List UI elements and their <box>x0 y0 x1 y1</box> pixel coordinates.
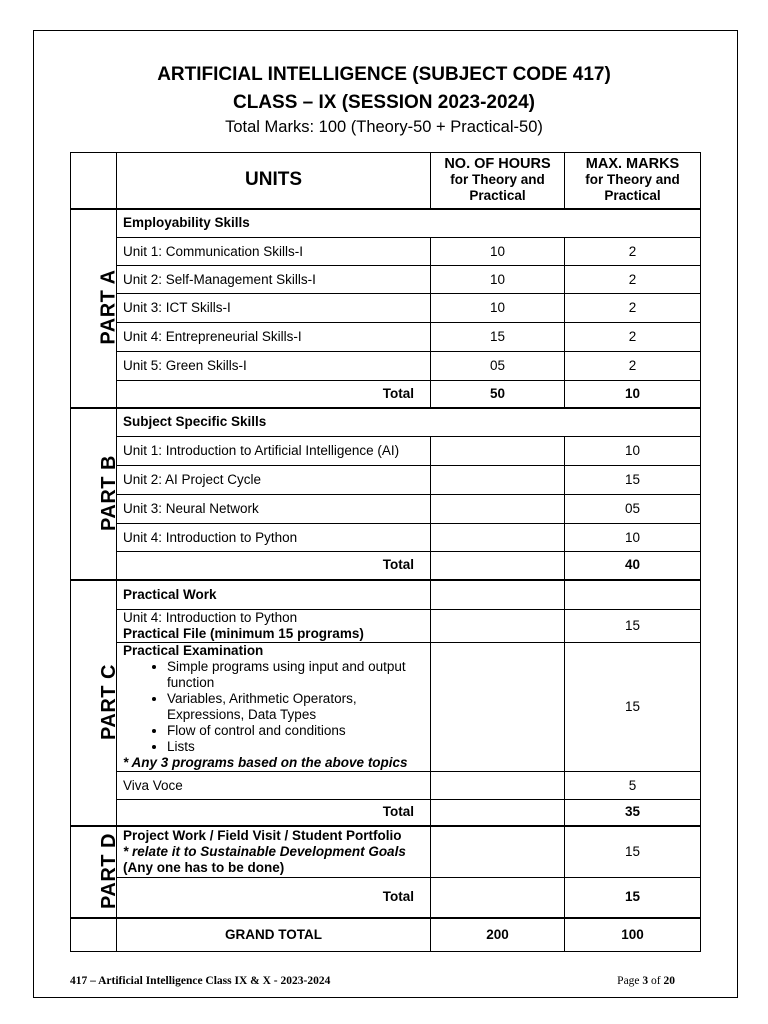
unit-marks: 2 <box>565 266 701 294</box>
table-row <box>71 408 701 437</box>
total-marks: 40 <box>565 552 701 580</box>
page-subtitle: CLASS – IX (SESSION 2023-2024) <box>232 92 535 113</box>
table-row <box>71 643 701 772</box>
header-hours-sub: for Theory and Practical <box>450 172 545 204</box>
unit-marks: 10 <box>565 524 701 552</box>
total-marks: 35 <box>565 800 701 826</box>
total-row <box>71 552 701 580</box>
unit-hours: 05 <box>431 352 565 381</box>
footer-doc-title: 417 – Artificial Intelligence Class IX & X - 2023-2024 <box>70 975 331 987</box>
header-marks-sub: for Theory and Practical <box>585 172 680 204</box>
table-row <box>71 323 701 352</box>
unit-name: Unit 4: Entrepreneurial Skills-I <box>117 323 431 352</box>
python-unit: Unit 4: Introduction to Python <box>123 610 298 625</box>
unit-marks: 2 <box>565 238 701 266</box>
exam-title: Practical Examination <box>123 643 264 658</box>
unit-marks: 5 <box>565 772 701 800</box>
header-units: UNITS <box>117 153 431 209</box>
header-hours-main: NO. OF HOURS <box>444 156 551 173</box>
unit-hours: 10 <box>431 238 565 266</box>
page-title: ARTIFICIAL INTELLIGENCE (SUBJECT CODE 417) <box>157 64 611 85</box>
part-c-label: PART C <box>97 663 120 740</box>
unit-hours <box>431 610 565 643</box>
total-label: Total <box>117 800 431 826</box>
syllabus-table <box>70 152 701 952</box>
total-label: Total <box>117 878 431 918</box>
unit-hours: 10 <box>431 294 565 323</box>
empty-cell <box>71 918 117 952</box>
exam-note: * Any 3 programs based on the above topics <box>123 755 408 770</box>
table-row <box>71 466 701 495</box>
list-item: • Lists <box>167 739 424 755</box>
unit-marks: 10 <box>565 437 701 466</box>
table-row <box>71 209 701 238</box>
total-marks: 15 <box>565 878 701 918</box>
unit-name: Unit 2: Self-Management Skills-I <box>117 266 431 294</box>
exam-topic-list <box>123 659 424 755</box>
total-row <box>71 381 701 408</box>
sdg-note: * relate it to Sustainable Development Goals <box>123 843 406 859</box>
part-a-label: PART A <box>97 269 120 345</box>
footer-page-number <box>617 975 675 987</box>
table-row <box>71 524 701 552</box>
unit-hours <box>431 495 565 524</box>
header-blank-cell <box>71 153 117 209</box>
unit-marks: 2 <box>565 352 701 381</box>
total-hours <box>431 800 565 826</box>
practical-file: Practical File (minimum 15 programs) <box>123 626 364 641</box>
grand-total-hours: 200 <box>431 918 565 952</box>
any-one-note: (Any one has to be done) <box>123 859 285 875</box>
unit-hours: 10 <box>431 266 565 294</box>
unit-hours <box>431 772 565 800</box>
part-d-label: PART D <box>97 832 120 909</box>
table-row <box>71 266 701 294</box>
table-row <box>71 580 701 610</box>
part-b-label: PART B <box>97 454 120 531</box>
total-marks: 10 <box>565 381 701 408</box>
unit-marks: 15 <box>565 466 701 495</box>
unit-name: Unit 2: AI Project Cycle <box>117 466 431 495</box>
unit-name <box>117 643 431 772</box>
header-hours <box>431 153 565 209</box>
header-marks-main: MAX. MARKS <box>585 156 680 173</box>
table-row <box>71 294 701 323</box>
grand-total-marks: 100 <box>565 918 701 952</box>
total-hours: 50 <box>431 381 565 408</box>
unit-marks: 15 <box>565 610 701 643</box>
list-item: • Variables, Arithmetic Operators, Expressions, Data Types <box>167 691 424 723</box>
table-row <box>71 610 701 643</box>
header-marks <box>565 153 701 209</box>
list-item: • Flow of control and conditions <box>167 723 424 739</box>
unit-marks: 05 <box>565 495 701 524</box>
unit-marks: 15 <box>565 643 701 772</box>
table-row <box>71 772 701 800</box>
list-item: • Simple programs using input and output function <box>167 659 424 691</box>
unit-name <box>117 610 431 643</box>
empty-cell <box>565 580 701 610</box>
unit-name: Unit 5: Green Skills-I <box>117 352 431 381</box>
total-label: Total <box>117 552 431 580</box>
section-title: Employability Skills <box>117 209 701 238</box>
unit-hours <box>431 437 565 466</box>
total-label: Total <box>117 381 431 408</box>
unit-name: Unit 3: ICT Skills-I <box>117 294 431 323</box>
table-row <box>71 495 701 524</box>
section-title: Practical Work <box>117 580 431 610</box>
unit-marks: 2 <box>565 323 701 352</box>
unit-name: Unit 1: Introduction to Artificial Intelligence (AI) <box>117 437 431 466</box>
part-a-label-cell <box>71 209 120 408</box>
page-total: 20 <box>663 975 675 987</box>
unit-hours <box>431 643 565 772</box>
unit-hours <box>431 826 565 878</box>
part-d-label-cell <box>71 826 120 918</box>
table-row <box>71 826 701 878</box>
project-work-line: Project Work / Field Visit / Student Portfolio <box>123 827 402 843</box>
unit-name: Unit 3: Neural Network <box>117 495 431 524</box>
table-row <box>71 352 701 381</box>
grand-total-row <box>71 918 701 952</box>
total-row <box>71 800 701 826</box>
part-c-label-cell <box>71 580 120 826</box>
part-b-label-cell <box>71 408 120 580</box>
page-current: 3 <box>642 975 649 987</box>
total-row <box>71 878 701 918</box>
total-marks-line: Total Marks: 100 (Theory-50 + Practical-50) <box>225 118 543 136</box>
unit-name: Viva Voce <box>117 772 431 800</box>
page-of: of <box>648 975 664 987</box>
total-hours <box>431 878 565 918</box>
unit-marks: 15 <box>565 826 701 878</box>
section-title: Subject Specific Skills <box>117 408 701 437</box>
empty-cell <box>431 580 565 610</box>
total-hours <box>431 552 565 580</box>
unit-name: Unit 4: Introduction to Python <box>117 524 431 552</box>
unit-name: Unit 1: Communication Skills-I <box>117 238 431 266</box>
page-prefix: Page <box>617 975 643 987</box>
table-row <box>71 437 701 466</box>
unit-hours <box>431 466 565 495</box>
grand-total-label: GRAND TOTAL <box>117 918 431 952</box>
unit-marks: 2 <box>565 294 701 323</box>
unit-name <box>117 826 431 878</box>
unit-hours <box>431 524 565 552</box>
table-header-row <box>71 153 701 209</box>
table-row <box>71 238 701 266</box>
unit-hours: 15 <box>431 323 565 352</box>
